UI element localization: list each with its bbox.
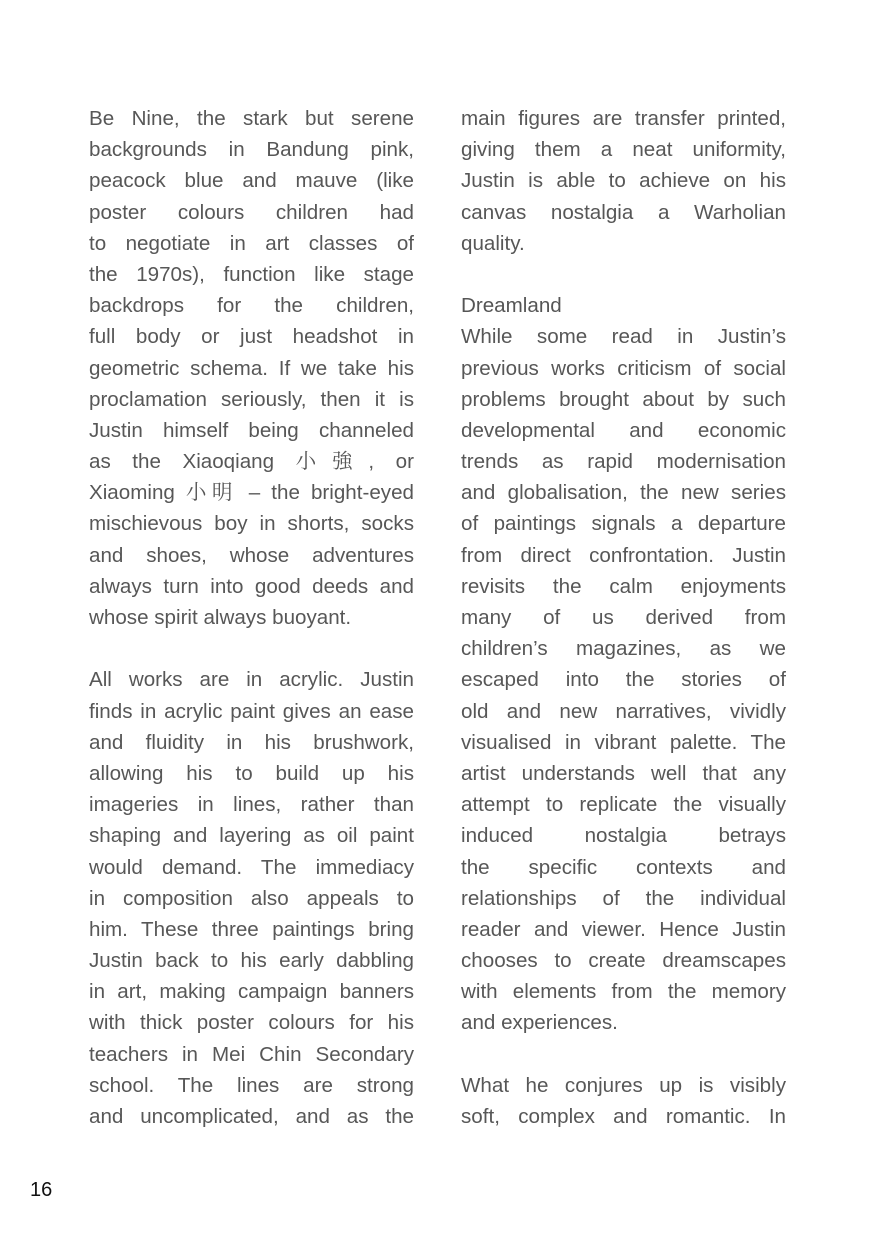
text-line: revisits the calm enjoyments	[461, 574, 786, 598]
text-line: teachers in Mei Chin Secondary	[89, 1042, 414, 1066]
paragraph-acrylic-works	[89, 664, 414, 1132]
text-line: main figures are transfer printed,	[461, 107, 786, 130]
left-column	[89, 103, 414, 1132]
text-line: and globalisation, the new series	[461, 481, 786, 505]
paragraph-spacer	[461, 259, 786, 290]
paragraph-dreamland	[461, 321, 786, 1038]
page-number: 16	[30, 1179, 53, 1201]
text-line: to negotiate in art classes of	[89, 231, 414, 255]
text-line: What he conjures up is visibly	[461, 1073, 786, 1097]
text-line: soft, complex and romantic. In	[461, 1105, 786, 1128]
text-line: relationships of the individual	[461, 886, 786, 910]
text-line: in composition also appeals to	[89, 886, 414, 910]
text-line: developmental and economic	[461, 418, 786, 442]
text-line: finds in acrylic paint gives an ease	[89, 699, 414, 723]
text-line: in art, making campaign banners	[89, 980, 414, 1004]
text-line: All works are in acrylic. Justin	[89, 668, 414, 692]
text-line: backdrops for the children,	[89, 294, 414, 318]
text-line: visualised in vibrant palette. The	[461, 730, 786, 754]
text-line: reader and viewer. Hence Justin	[461, 917, 786, 941]
text-line: the specific contexts and	[461, 855, 786, 879]
text-line: children’s magazines, as we	[461, 637, 786, 661]
text-line: always turn into good deeds and	[89, 574, 414, 598]
text-line: Xiaoming 小明 – the bright-eyed	[89, 481, 414, 505]
text-line: of paintings signals a departure	[461, 512, 786, 536]
text-line: poster colours children had	[89, 200, 414, 224]
text-line: as the Xiaoqiang 小強, or	[89, 450, 414, 474]
text-line: problems brought about by such	[461, 387, 786, 411]
text-line: would demand. The immediacy	[89, 855, 414, 879]
section-heading-dreamland: Dreamland	[461, 294, 562, 318]
text-line: with thick poster colours for his	[89, 1011, 414, 1035]
text-line: geometric schema. If we take his	[89, 356, 414, 380]
text-line: and experiences.	[461, 1011, 618, 1035]
text-line: whose spirit always buoyant.	[89, 606, 352, 629]
text-line: quality.	[461, 231, 525, 255]
text-line: imageries in lines, rather than	[89, 793, 414, 817]
paragraph-spacer	[461, 1039, 786, 1070]
text-line: proclamation seriously, then it is	[89, 387, 414, 411]
text-line: Justin back to his early dabbling	[89, 949, 414, 973]
text-line: from direct confrontation. Justin	[461, 543, 786, 567]
text-line: chooses to create dreamscapes	[461, 949, 786, 973]
text-line: with elements from the memory	[461, 980, 786, 1004]
text-line: Justin is able to achieve on his	[461, 169, 786, 193]
text-line: peacock blue and mauve (like	[89, 169, 414, 193]
text-line: him. These three paintings bring	[89, 917, 414, 941]
text-line: old and new narratives, vividly	[461, 699, 786, 723]
text-line: Be Nine, the stark but serene	[89, 107, 414, 130]
text-line: backgrounds in Bandung pink,	[89, 138, 414, 162]
text-line: artist understands well that any	[461, 761, 786, 785]
text-line: giving them a neat uniformity,	[461, 138, 786, 162]
text-line: trends as rapid modernisation	[461, 450, 786, 474]
text-line: previous works criticism of social	[461, 356, 786, 380]
text-line: and uncomplicated, and as the	[89, 1105, 414, 1128]
text-line: canvas nostalgia a Warholian	[461, 200, 786, 224]
text-line: mischievous boy in shorts, socks	[89, 512, 414, 536]
paragraph-spacer	[89, 633, 414, 664]
right-column	[461, 103, 786, 1132]
text-line: the 1970s), function like stage	[89, 262, 414, 286]
text-line: induced nostalgia betrays	[461, 824, 786, 848]
text-line: escaped into the stories of	[461, 668, 786, 692]
text-line: and fluidity in his brushwork,	[89, 730, 414, 754]
text-line: While some read in Justin’s	[461, 325, 786, 349]
paragraph-warholian-quality	[461, 103, 786, 259]
text-line: and shoes, whose adventures	[89, 543, 414, 567]
text-line: attempt to replicate the visually	[461, 793, 786, 817]
text-line: full body or just headshot in	[89, 325, 414, 349]
text-line: many of us derived from	[461, 606, 786, 629]
text-line: school. The lines are strong	[89, 1073, 414, 1097]
text-line: Justin himself being channeled	[89, 418, 414, 442]
paragraph-conjures	[461, 1070, 786, 1132]
text-line: shaping and layering as oil paint	[89, 824, 414, 848]
paragraph-childhood-figures	[89, 103, 414, 633]
text-line: allowing his to build up his	[89, 761, 414, 785]
